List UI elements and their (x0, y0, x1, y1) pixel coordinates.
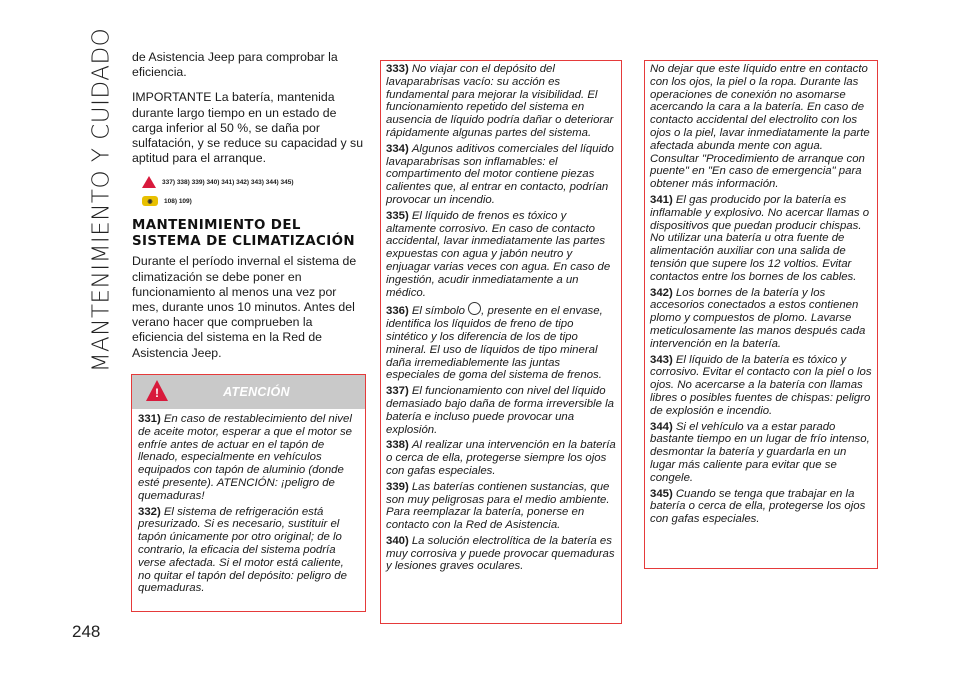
section-title: MANTENIMIENTO DEL SISTEMA DE CLIMATIZACIÓN (132, 218, 356, 250)
note-345: 345) Cuando se tenga que trabajar en la batería o cerca de ella, protegerse los ojos con gafas especiales. (650, 487, 866, 526)
caution-refs (142, 196, 364, 206)
note-334: 334) Algunos aditivos comerciales del líquido lavaparabrisas son inflamables: el compartimento del motor contiene piezas calientes que, al entrar en contacto, podrían provocar un incendio. (386, 142, 614, 206)
oil-can-icon: ◉ (142, 196, 158, 206)
side-section-title: MANTENIMIENTO Y CUIDADO (88, 27, 115, 372)
warnings-column-2 (380, 60, 622, 624)
note-336: 336) El símbolo , presente en el envase, identifica los líquidos de freno de tipo sintético y los diferencia de los de tipo mineral. El uso de líquidos de tipo mineral daña irremediablemente las juntas especiales de goma del sistema de frenos. (386, 302, 616, 382)
attention-header (132, 375, 365, 409)
note-332: 332) El sistema de refrigeración está presurizado. Si es necesario, sustituir el tapón únicamente por otro original; de lo contrario, la eficacia del sistema podría verse afectada. Si el motor está caliente, no quitar el tapón del depósito: peligro de quemaduras. (138, 505, 347, 595)
attention-title: ATENCIÓN (223, 385, 290, 399)
paragraph-important: IMPORTANTE La batería, mantenida durante largo tiempo en un estado de carga inferior al 50 %, se daña por sulfatación, y se reduce su capacidad y su aptitud para el arranque. (132, 90, 364, 166)
paragraph-intro: de Asistencia Jeep para comprobar la eficiencia. (132, 50, 338, 80)
note-337: 337) El funcionamiento con nivel del líquido demasiado bajo daña de forma irreversible la batería e incluso puede provocar una explosión. (386, 385, 614, 436)
warning-refs-text: 337) 338) 339) 340) 341) 342) 343) 344) 345) (162, 178, 294, 186)
warnings-column-3 (644, 60, 878, 569)
warning-mark: ! (155, 386, 159, 400)
column-1 (132, 50, 364, 371)
attention-box (131, 374, 366, 612)
note-331: 331) En caso de restablecimiento del nivel de aceite motor, esperar a que el motor se enfríe antes de actuar en el tapón de llenado, especialmente en vehículos equipados con tapón de aluminio (donde esté presente). ATENCIÓN: ¡peligro de quemaduras! (138, 413, 353, 502)
note-339: 339) Las baterías contienen sustancias, que son muy peligrosas para el medio ambiente. Para reemplazar la batería, ponerse en contacto con la Red de Asistencia. (386, 480, 610, 532)
note-340-continued: No dejar que este líquido entre en contacto con los ojos, la piel o la ropa. Durante las operaciones de conexión no asomarse acercando la cara a la batería. En caso de contacto accidental del electrolito con los ojos o la piel, lavar inmediatamente la parte afectada abunda mente con agua. Consultar "Procedimiento de arranque con puente" en "En caso de emergencia" para obtener más información. (650, 63, 870, 191)
warning-refs (142, 176, 364, 188)
note-344: 344) Si el vehículo va a estar parado bastante tiempo en un lugar de frío intenso, desmontar la batería y guardarla en un lugar más caliente para evitar que se congele. (650, 420, 870, 484)
paragraph-climatizacion: Durante el período invernal el sistema de climatización se debe poner en funcionamiento al menos una vez por mes, durante unos 10 minutos. Antes del verano hacer que comprueben la eficiencia del sistema en la Red de Asistencia Jeep. (132, 254, 357, 360)
note-340: 340) La solución electrolítica de la batería es muy corrosiva y puede provocar quemaduras y lesiones graves oculares. (386, 534, 615, 573)
warning-triangle-icon (142, 176, 156, 188)
note-335: 335) El líquido de frenos es tóxico y altamente corrosivo. En caso de contacto accidental, lavar inmediatamente las partes expuestas con agua y jabón neutro y enjuagar varias veces con agua. En caso de ingestión, acudir inmediatamente a un médico. (386, 209, 611, 299)
brake-fluid-symbol-icon (468, 302, 481, 315)
page-number: 248 (72, 622, 101, 641)
note-341: 341) El gas producido por la batería es inflamable y explosivo. No acercar llamas o dispositivos que puedan producir chispas. No utilizar una batería u otra fuente de alimentación auxiliar con una salida de tensión que supere los 12 voltios. Evitar contactos entre los bornes de los cables. (650, 193, 870, 283)
note-333: 333) No viajar con el depósito del lavaparabrisas vacío: su acción es fundamental para mejorar la visibilidad. El funcionamiento repetido del sistema en ausencia de líquido podría dañar o deteriorar rápidamente algunas partes del sistema. (386, 63, 614, 139)
note-338: 338) Al realizar una intervención en la batería o cerca de ella, protegerse siempre los ojos con gafas especiales. (386, 439, 616, 477)
note-343: 343) El líquido de la batería es tóxico y corrosivo. Evitar el contacto con la piel o los ojos. No acercarse a la batería con llamas libres o posibles fuentes de chispas: peligro de explosión e incendio. (650, 353, 872, 417)
caution-refs-text: 108) 109) (164, 197, 192, 205)
note-342: 342) Los bornes de la batería y los accesorios conectados a estos contienen plomo y compuestos de plomo. Lavarse meticulosamente las manos después cada intervención en la batería. (650, 286, 866, 350)
